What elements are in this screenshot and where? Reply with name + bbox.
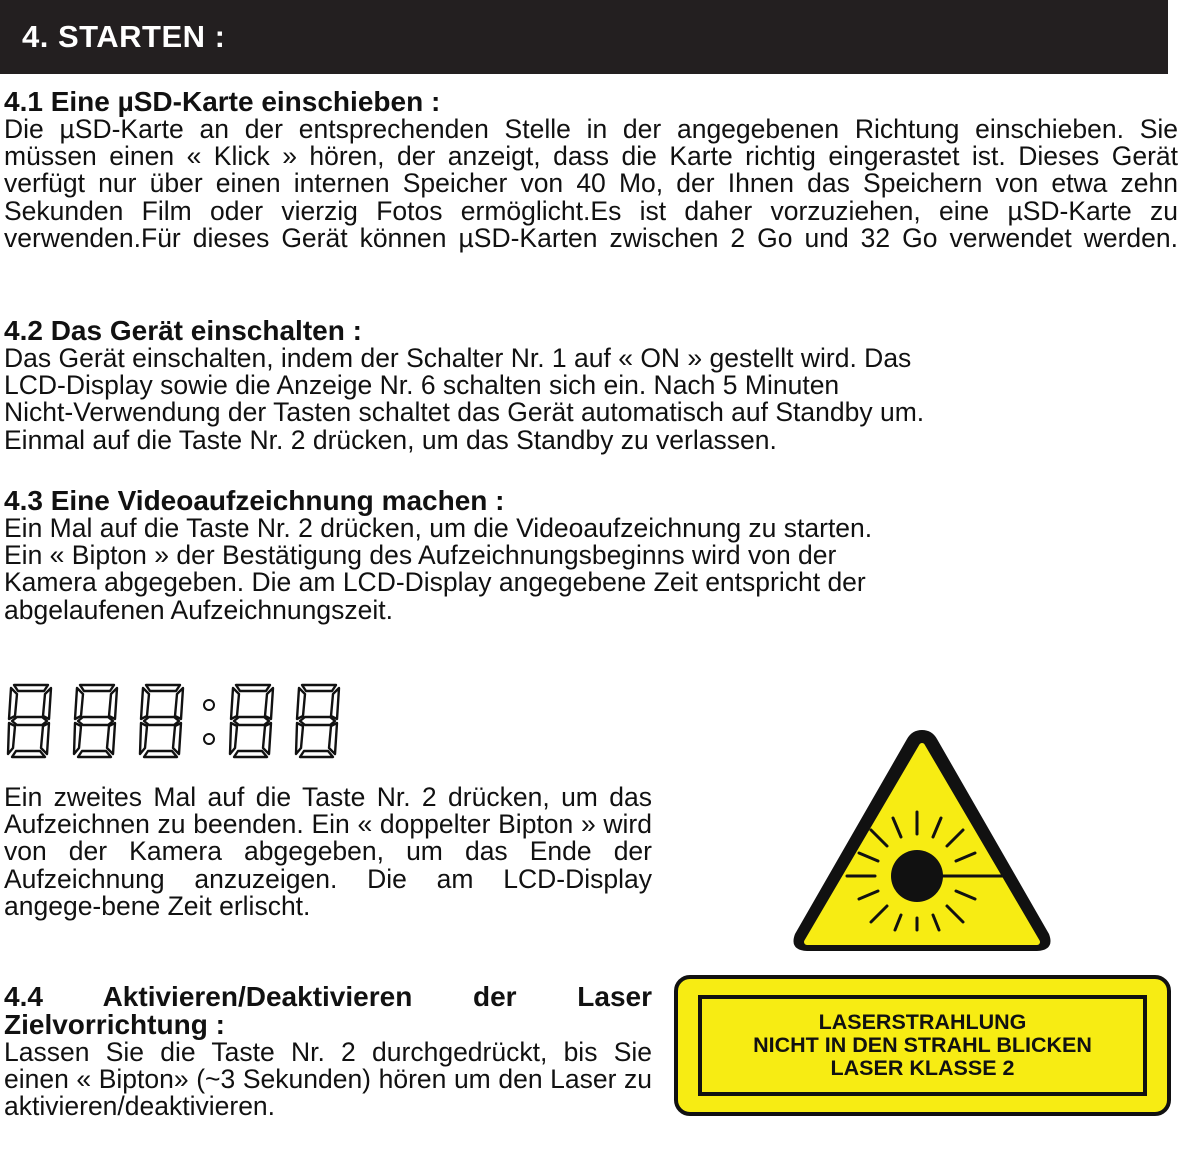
body-4-1: Die µSD-Karte an der entsprechenden Stelle in der angegebenen Richtung einschieben. Sie müssen einen « Klick » hören, der anzeigt, dass die Karte richtig eingerastet ist. Dieses Gerät verfügt nur über einen internen Speicher von 40 Mo, der Ihnen das Speichern von etwa zehn Sekunden Film oder vierzig Fotos ermöglicht.Es ist daher vorzuziehen, eine µSD-Karte zu verwenden.Für dieses Gerät können µSD-Karten zwischen 2 Go und 32 Go verwendet werden. (4, 114, 1178, 253)
body-4-3-line-4: abgelaufenen Aufzeichnungszeit. (4, 594, 393, 625)
section-4-1 (4, 88, 1178, 252)
body-4-3-line-1: Ein Mal auf die Taste Nr. 2 drücken, um die Videoaufzeichnung zu starten. (4, 513, 873, 543)
section-title: 4. STARTEN : (22, 19, 226, 54)
heading-4-2: 4.2 Das Gerät einschalten : (4, 315, 362, 346)
laser-warning-label-inner (698, 995, 1147, 1096)
body-4-4: Lassen Sie die Taste Nr. 2 durchgedrückt, bis Sie einen « Bipton» (~3 Sekunden) hören um den Laser zu aktivieren/deaktivieren. (4, 1037, 652, 1122)
laser-warning-label (674, 975, 1171, 1116)
heading-4-3: 4.3 Eine Videoaufzeichnung machen : (4, 485, 505, 516)
section-4-3 (4, 487, 1178, 624)
laser-label-line-2: NICHT IN DEN STRAHL BLICKEN (753, 1033, 1092, 1057)
seven-segment-display-icon (4, 683, 354, 759)
section-4-2 (4, 317, 1178, 454)
body-4-3-line-3: Kamera abgegeben. Die am LCD-Display angegebene Zeit entspricht der (4, 567, 866, 598)
body-4-2-line-4: Einmal auf die Taste Nr. 2 drücken, um das Standby zu verlassen. (4, 424, 777, 455)
laser-warning-icon (787, 724, 1057, 958)
body-4-2-line-2: LCD-Display sowie die Anzeige Nr. 6 schalten sich ein. Nach 5 Minuten (4, 370, 840, 401)
laser-label-line-1: LASERSTRAHLUNG (818, 1010, 1027, 1034)
heading-4-4: 4.4 Aktivieren/Deaktivieren der Laser Zielvorrichtung : (4, 981, 652, 1040)
heading-4-1: 4.1 Eine µSD-Karte einschieben : (4, 86, 441, 117)
section-header (0, 0, 1168, 74)
laser-label-line-3: LASER KLASSE 2 (830, 1056, 1015, 1080)
body-4-3-second-press: Ein zweites Mal auf die Taste Nr. 2 drücken, um das Aufzeichnen zu beenden. Ein « doppelter Bipton » wird von der Kamera abgegeben, um das Ende der Aufzeichnung anzuzeigen. Die am LCD-Display angege-bene Zeit erlischt. (4, 782, 652, 921)
section-4-4 (4, 983, 652, 1121)
body-4-2-line-1: Das Gerät einschalten, indem der Schalter Nr. 1 auf « ON » gestellt wird. Das (4, 343, 912, 373)
body-4-3-line-2: Ein « Bipton » der Bestätigung des Aufzeichnungsbeginns wird von der (4, 540, 837, 571)
body-4-2-line-3: Nicht-Verwendung der Tasten schaltet das Gerät automatisch auf Standby um. (4, 397, 925, 428)
section-4-3-stop (4, 784, 652, 920)
